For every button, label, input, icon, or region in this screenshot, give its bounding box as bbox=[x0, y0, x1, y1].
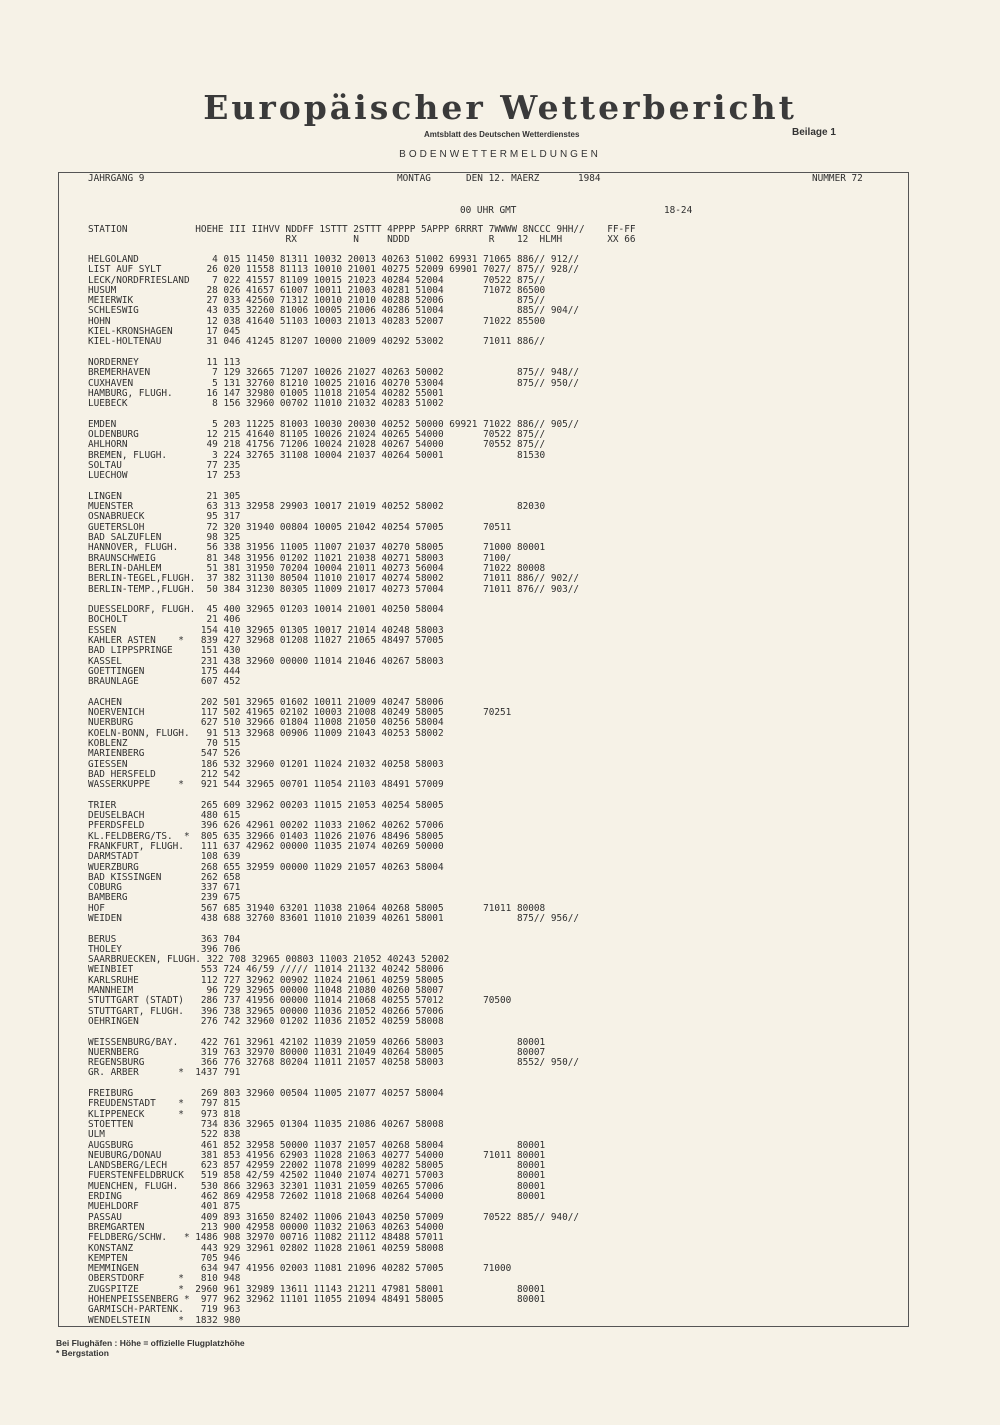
station-row: OLDENBURG 12 215 41640 81105 10026 21024 40265 54000 70522 875// bbox=[88, 429, 546, 441]
station-row: KARLSRUHE 112 727 32962 00902 11024 21061 40259 58005 bbox=[88, 974, 444, 986]
weekday-label: MONTAG bbox=[397, 173, 431, 184]
station-row: BERUS 363 704 bbox=[88, 933, 241, 945]
station-row: BRAUNSCHWEIG 81 348 31956 01202 11021 21038 40271 58003 7100/ bbox=[88, 552, 512, 564]
station-row: GIESSEN 186 532 32960 01201 11024 21032 40258 58003 bbox=[88, 758, 444, 770]
section-title: BODENWETTERMELDUNGEN bbox=[399, 149, 601, 160]
footnote-airports: Bei Flughäfen : Höhe = offizielle Flugplatzhöhe bbox=[56, 1338, 245, 1348]
station-row: NEUBURG/DONAU 381 853 41956 62903 11028 21063 40277 54000 71011 80001 bbox=[88, 1149, 546, 1161]
station-row: LUECHOW 17 253 bbox=[88, 470, 241, 482]
station-row: FREIBURG 269 803 32960 00504 11005 21077 40257 58004 bbox=[88, 1088, 444, 1100]
station-row: PASSAU 409 893 31650 82402 11006 21043 40250 57009 70522 885// 940// bbox=[88, 1211, 580, 1223]
station-row: WEIDEN 438 688 32760 83601 11010 21039 40261 58001 875// 956// bbox=[88, 913, 580, 924]
station-row: BAD LIPPSPRINGE 151 430 bbox=[88, 645, 241, 657]
station-row: HOHENPEISSENBERG * 977 962 32962 11101 11055 21094 48491 58005 80001 bbox=[88, 1293, 546, 1305]
station-row: OBERSTDORF * 810 948 bbox=[88, 1273, 241, 1285]
station-row: SAARBRUECKEN, FLUGH. 322 708 32965 00803 11003 21052 40243 52002 bbox=[88, 954, 450, 966]
station-row: ERDING 462 869 42958 72602 11018 21068 40264 54000 80001 bbox=[88, 1191, 546, 1203]
station-row: GUETERSLOH 72 320 31940 00804 10005 21042 40254 57005 70511 bbox=[88, 521, 512, 533]
subtitle: Amtsblatt des Deutschen Wetterdienstes bbox=[424, 130, 580, 139]
station-table bbox=[88, 255, 579, 1326]
station-row: AACHEN 202 501 32965 01602 10011 21009 40247 58006 bbox=[88, 696, 444, 708]
station-row: STUTTGART (STADT) 286 737 41956 00000 11014 21068 40255 57012 70500 bbox=[88, 995, 512, 1007]
station-row: HOHN 12 038 41640 51103 10003 21013 40283 52007 71022 85500 bbox=[88, 315, 546, 327]
station-row: KL.FELDBERG/TS. * 805 635 32966 01403 11026 21076 48496 58005 bbox=[88, 830, 444, 842]
station-row: DUESSELDORF, FLUGH. 45 400 32965 01203 10014 21001 40250 58004 bbox=[88, 604, 444, 616]
station-row: KOELN-BONN, FLUGH. 91 513 32968 00906 11009 21043 40253 58002 bbox=[88, 727, 444, 739]
station-row: NOERVENICH 117 502 41965 02102 10003 21008 40249 58005 70251 bbox=[88, 707, 512, 719]
station-row: KLIPPENECK * 973 818 bbox=[88, 1108, 241, 1120]
station-row: MARIENBERG 547 526 bbox=[88, 748, 241, 760]
station-row: MUENSTER 63 313 32958 29903 10017 21019 40252 58002 82030 bbox=[88, 501, 546, 513]
station-row: NORDERNEY 11 113 bbox=[88, 356, 241, 368]
station-row: KOBLENZ 70 515 bbox=[88, 737, 241, 749]
station-row: MUEHLDORF 401 875 bbox=[88, 1201, 241, 1213]
station-row: KIEL-KRONSHAGEN 17 045 bbox=[88, 326, 241, 338]
station-row: SCHLESWIG 43 035 32260 81006 10005 21006 40286 51004 885// 904// bbox=[88, 305, 580, 317]
station-row: GARMISCH-PARTENK. 719 963 bbox=[88, 1304, 241, 1316]
date-label: DEN 12. MAERZ bbox=[466, 173, 540, 184]
station-row: WENDELSTEIN * 1832 980 bbox=[88, 1314, 241, 1326]
column-header-line-1: STATION HOEHE III IIHVV NDDFF 1STTT 2STTT 4PPPP 5APPP 6RRRT 7WWWW 8NCCC 9HH// FF-FF bbox=[88, 224, 636, 235]
station-row: AHLHORN 49 218 41756 71206 10024 21028 40267 54000 70552 875// bbox=[88, 439, 546, 451]
station-row: TRIER 265 609 32962 00203 11015 21053 40254 58005 bbox=[88, 799, 444, 811]
station-row: HOF 567 685 31940 63201 11038 21064 40268 58005 71011 80008 bbox=[88, 902, 546, 914]
station-row: GOETTINGEN 175 444 bbox=[88, 665, 241, 677]
station-row: KONSTANZ 443 929 32961 02802 11028 21061 40259 58008 bbox=[88, 1242, 444, 1254]
station-row: BERLIN-DAHLEM 51 381 31950 70204 10004 21011 40273 56004 71022 80008 bbox=[88, 562, 546, 574]
station-row: BRAUNLAGE 607 452 bbox=[88, 676, 241, 688]
station-row: BERLIN-TEGEL,FLUGH. 37 382 31130 80504 11010 21017 40274 58002 71011 886// 902// bbox=[88, 573, 580, 585]
station-row: BAMBERG 239 675 bbox=[88, 892, 241, 904]
station-row: KIEL-HOLTENAU 31 046 41245 81207 10000 21009 40292 53002 71011 886// bbox=[88, 336, 546, 348]
year-label: 1984 bbox=[578, 173, 601, 184]
station-row: MUENCHEN, FLUGH. 530 866 32963 32301 11031 21059 40265 57006 80001 bbox=[88, 1180, 546, 1192]
station-row: KEMPTEN 705 946 bbox=[88, 1252, 241, 1264]
station-row: STUTTGART, FLUGH. 396 738 32965 00000 11036 21052 40266 57006 bbox=[88, 1005, 444, 1017]
station-row: HAMBURG, FLUGH. 16 147 32980 01005 11018 21054 40282 55001 bbox=[88, 387, 444, 399]
station-row: DARMSTADT 108 639 bbox=[88, 851, 241, 863]
station-row: STOETTEN 734 836 32965 01304 11035 21086 40267 58008 bbox=[88, 1118, 444, 1130]
station-row: OSNABRUECK 95 317 bbox=[88, 511, 241, 523]
station-row: MEMMINGEN 634 947 41956 02003 11081 21096 40282 57005 71000 bbox=[88, 1263, 512, 1275]
station-row: FRANKFURT, FLUGH. 111 637 42962 00000 11035 21074 40269 50000 bbox=[88, 840, 444, 852]
station-row: ZUGSPITZE * 2960 961 32989 13611 11143 21211 47981 58001 80001 bbox=[88, 1283, 546, 1295]
station-row: LIST AUF SYLT 26 020 11558 81113 10010 21001 40275 52009 69901 7027/ 875// 928// bbox=[88, 264, 580, 276]
station-row: DEUSELBACH 480 615 bbox=[88, 810, 241, 822]
station-row: COBURG 337 671 bbox=[88, 882, 241, 894]
station-row: KAHLER ASTEN * 839 427 32968 01208 11027 21065 48497 57005 bbox=[88, 634, 444, 646]
page-title: Europäischer Wetterbericht bbox=[203, 88, 797, 127]
station-row: HELGOLAND 4 015 11450 81311 10032 20013 40263 51002 69931 71065 886// 912// bbox=[88, 254, 580, 265]
station-row: BAD SALZUFLEN 98 325 bbox=[88, 532, 241, 544]
station-row: GR. ARBER * 1437 791 bbox=[88, 1067, 241, 1079]
station-row: MANNHEIM 96 729 32965 00000 11048 21080 40260 58007 bbox=[88, 985, 444, 997]
range-label: 18-24 bbox=[664, 205, 693, 216]
station-row: KASSEL 231 438 32960 00000 11014 21046 40267 58003 bbox=[88, 655, 444, 667]
issue-number: NUMMER 72 bbox=[812, 173, 863, 184]
station-row: BOCHOLT 21 406 bbox=[88, 614, 241, 626]
station-row: BAD KISSINGEN 262 658 bbox=[88, 871, 241, 883]
station-row: OEHRINGEN 276 742 32960 01202 11036 21052 40259 58008 bbox=[88, 1015, 444, 1027]
column-header-line-2: RX N NDDD R 12 HLMH XX 66 bbox=[88, 234, 636, 245]
station-row: NUERBURG 627 510 32966 01804 11008 21050 40256 58004 bbox=[88, 717, 444, 729]
station-row: BERLIN-TEMP.,FLUGH. 50 384 31230 80305 11009 21017 40273 57004 71011 876// 903// bbox=[88, 583, 580, 595]
volume-label: JAHRGANG 9 bbox=[88, 173, 145, 184]
station-row: REGENSBURG 366 776 32768 80204 11011 21057 40258 58003 8552/ 950// bbox=[88, 1057, 580, 1069]
station-row: HANNOVER, FLUGH. 56 338 31956 11005 11007 21037 40270 58005 71000 80001 bbox=[88, 542, 546, 554]
station-row: MEIERWIK 27 033 42560 71312 10010 21010 40288 52006 875// bbox=[88, 295, 546, 307]
station-row: FELDBERG/SCHW. * 1486 908 32970 00716 11082 21112 48488 57011 bbox=[88, 1232, 444, 1244]
station-row: WEINBIET 553 724 46/59 ///// 11014 21132 40242 58006 bbox=[88, 964, 444, 976]
station-row: LUEBECK 8 156 32960 00702 11010 21032 40283 51002 bbox=[88, 398, 444, 410]
station-row: WASSERKUPPE * 921 544 32965 00701 11054 21103 48491 57009 bbox=[88, 779, 444, 791]
station-row: AUGSBURG 461 852 32958 50000 11037 21057 40268 58004 80001 bbox=[88, 1139, 546, 1151]
station-row: LINGEN 21 305 bbox=[88, 490, 241, 502]
station-row: SOLTAU 77 235 bbox=[88, 459, 241, 471]
station-row: FREUDENSTADT * 797 815 bbox=[88, 1098, 241, 1110]
station-row: FUERSTENFELDBRUCK 519 858 42/59 42502 11040 21074 40271 57003 80001 bbox=[88, 1170, 546, 1182]
station-row: THOLEY 396 706 bbox=[88, 943, 241, 955]
station-row: LANDSBERG/LECH 623 857 42959 22002 11078 21099 40282 58005 80001 bbox=[88, 1160, 546, 1172]
station-row: PFERDSFELD 396 626 42961 00202 11033 21062 40262 57006 bbox=[88, 820, 444, 832]
footnote-mountain-station: * Bergstation bbox=[56, 1348, 109, 1358]
supplement-label: Beilage 1 bbox=[792, 127, 836, 138]
station-row: ULM 522 838 bbox=[88, 1129, 241, 1141]
station-row: EMDEN 5 203 11225 81003 10030 20030 40252 50000 69921 71022 886// 905// bbox=[88, 418, 580, 430]
station-row: WUERZBURG 268 655 32959 00000 11029 21057 40263 58004 bbox=[88, 861, 444, 873]
time-label: 00 UHR GMT bbox=[460, 205, 517, 216]
station-row: BREMGARTEN 213 900 42958 00000 11032 21063 40263 54000 bbox=[88, 1221, 444, 1233]
station-row: BAD HERSFELD 212 542 bbox=[88, 768, 241, 780]
station-row: NUERNBERG 319 763 32970 80000 11031 21049 40264 58005 80007 bbox=[88, 1046, 546, 1058]
station-row: ESSEN 154 410 32965 01305 10017 21014 40248 58003 bbox=[88, 624, 444, 636]
station-row: WEISSENBURG/BAY. 422 761 32961 42102 11039 21059 40266 58003 80001 bbox=[88, 1036, 546, 1048]
station-row: BREMEN, FLUGH. 3 224 32765 31108 10004 21037 40264 50001 81530 bbox=[88, 449, 546, 461]
station-row: CUXHAVEN 5 131 32760 81210 10025 21016 40270 53004 875// 950// bbox=[88, 377, 580, 389]
station-row: BREMERHAVEN 7 129 32665 71207 10026 21027 40263 50002 875// 948// bbox=[88, 367, 580, 379]
station-row: LECK/NORDFRIESLAND 7 022 41557 81109 10015 21023 40284 52004 70522 875// bbox=[88, 274, 546, 286]
station-row: HUSUM 28 026 41657 61007 10011 21003 40281 51004 71072 86500 bbox=[88, 284, 546, 296]
